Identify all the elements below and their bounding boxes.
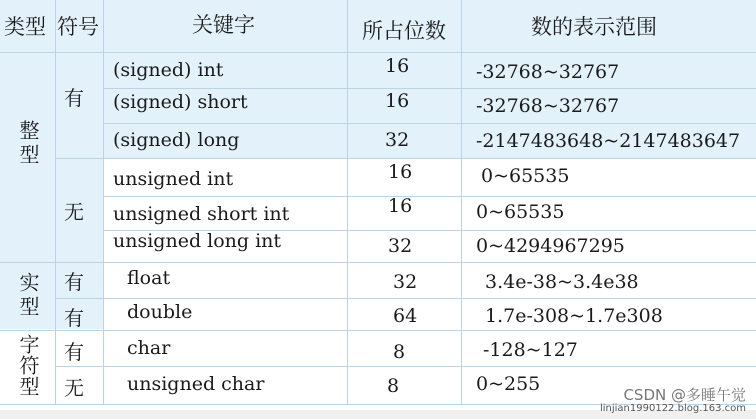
range-cell: 0~65535	[476, 201, 565, 223]
keyword-cell: unsigned long int	[113, 230, 282, 252]
group-real-label	[16, 272, 40, 320]
keyword-cell: (signed) int	[113, 59, 224, 81]
bits-cell: 32	[388, 235, 413, 257]
header-sign: 符号	[57, 15, 99, 39]
bits-cell: 8	[387, 375, 400, 397]
keyword-cell: unsigned int	[113, 168, 234, 190]
group-char-label-text: 字符型	[16, 334, 40, 397]
keyword-cell: (signed) long	[113, 129, 240, 151]
grid-line	[0, 330, 756, 331]
range-cell: 1.7e-308~1.7e308	[485, 305, 663, 327]
bits-cell: 32	[393, 271, 418, 293]
watermark-blog: linjian1990122.blog.163.com	[599, 403, 746, 414]
range-cell: 0~255	[476, 373, 541, 395]
header-range: 数的表示范围	[531, 15, 657, 39]
watermark	[599, 386, 746, 415]
grid-line	[0, 52, 756, 53]
keyword-cell: char	[127, 337, 171, 359]
bits-cell: 32	[385, 129, 410, 151]
range-cell: -2147483648~2147483647	[476, 130, 741, 152]
range-cell: 0~65535	[481, 165, 570, 187]
sign-real-signed-2: 有	[64, 305, 84, 330]
grid-line	[103, 0, 104, 404]
sign-integer-unsigned: 无	[64, 199, 84, 224]
grid-line	[347, 0, 348, 404]
keyword-cell: unsigned short int	[113, 203, 290, 225]
bits-cell: 16	[388, 161, 413, 183]
range-cell: 3.4e-38~3.4e38	[485, 271, 639, 293]
bits-cell: 16	[385, 90, 410, 112]
bits-cell: 16	[385, 55, 410, 77]
group-integer-label	[16, 120, 40, 168]
group-real-label-text: 实型	[16, 272, 40, 320]
watermark-csdn: CSDN @多睡午觉	[623, 386, 746, 404]
range-cell: 0~4294967295	[476, 235, 625, 257]
bits-cell: 16	[388, 195, 413, 217]
header-category: 类型	[4, 15, 46, 39]
bits-cell: 64	[393, 305, 418, 327]
group-integer-label-text: 整型	[16, 120, 40, 168]
grid-line	[103, 123, 756, 124]
range-cell: -32768~32767	[476, 61, 620, 83]
grid-line	[55, 0, 56, 404]
grid-line	[103, 196, 756, 197]
header-keyword: 关键字	[192, 13, 255, 37]
range-cell: -128~127	[483, 339, 578, 361]
header-bits: 所占位数	[362, 19, 446, 43]
sign-char-unsigned: 无	[64, 375, 84, 400]
sign-char-signed: 有	[64, 339, 84, 364]
keyword-cell: (signed) short	[113, 91, 248, 113]
keyword-cell: double	[127, 301, 193, 323]
grid-line	[55, 366, 756, 367]
sign-real-signed-1: 有	[64, 269, 84, 294]
range-cell: -32768~32767	[476, 95, 620, 117]
grid-line	[461, 0, 462, 404]
keyword-cell: float	[127, 267, 171, 289]
sign-integer-signed: 有	[64, 85, 84, 110]
group-char-label	[16, 334, 40, 397]
grid-line	[0, 262, 756, 263]
bits-cell: 8	[393, 341, 406, 363]
keyword-cell: unsigned char	[127, 373, 265, 395]
